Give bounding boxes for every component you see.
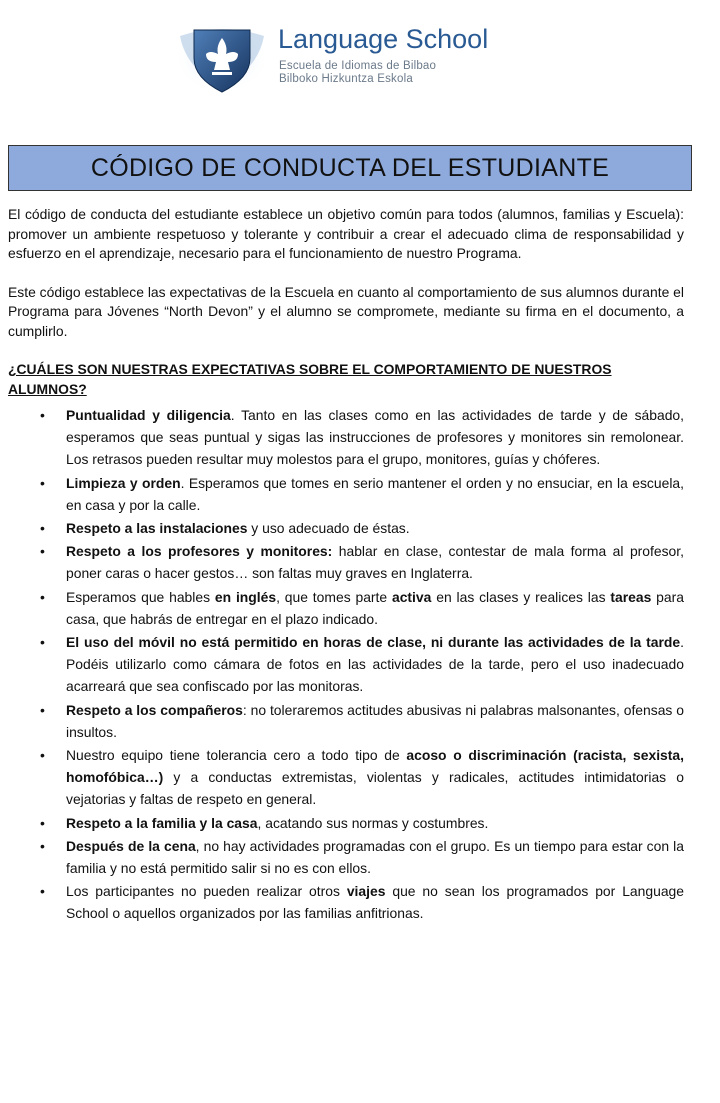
- logo-subtitle-2: Bilboko Hizkuntza Eskola: [279, 73, 413, 85]
- section-heading: ¿CUÁLES SON NUESTRAS EXPECTATIVAS SOBRE EL COMPORTAMIENTO DE NUESTROS ALUMNOS?: [8, 361, 612, 397]
- fleur-de-lis-shield-icon: [172, 18, 272, 96]
- list-item: • Después de la cena, no hay actividades programadas con el grupo. Es un tiempo para estar con la familia y no está permitido salir si no es con ellos.: [8, 835, 684, 879]
- rules-list: [8, 404, 684, 925]
- list-item: • Nuestro equipo tiene tolerancia cero a todo tipo de acoso o discriminación (racista, sexista, homofóbica…) y a conductas extremistas, violentas y radicales, actitudes intimidatorias o vejatorias y faltas de respeto en general.: [8, 744, 684, 811]
- bullet-icon: •: [40, 407, 45, 423]
- logo: [172, 18, 502, 96]
- list-item: • Respeto a la familia y la casa, acatando sus normas y costumbres.: [8, 812, 684, 834]
- document-body: [8, 205, 684, 926]
- list-item: • Los participantes no pueden realizar otros viajes que no sean los programados por Language School o aquellos organizados por las familias anfitrionas.: [8, 880, 684, 924]
- list-item: • Puntualidad y diligencia. Tanto en las clases como en las actividades de tarde y de sábado, esperamos que seas puntual y sigas las instrucciones de profesores y monitores sin remolonear. Los retrasos pueden resultar muy molestos para el grupo, monitores, guías y chóferes.: [8, 404, 684, 471]
- list-item: • Limpieza y orden. Esperamos que tomes en serio mantener el orden y no ensuciar, en la escuela, en casa y por la calle.: [8, 472, 684, 516]
- page-title: CÓDIGO DE CONDUCTA DEL ESTUDIANTE: [90, 153, 610, 182]
- list-item: • Esperamos que hables en inglés, que tomes parte activa en las clases y realices las tareas para casa, que habrás de entregar en el plazo indicado.: [8, 586, 684, 630]
- intro-paragraph-2: Este código establece las expectativas de la Escuela en cuanto al comportamiento de sus alumnos durante el Programa para Jóvenes “North Devon” y el alumno se compromete, mediante su firma en el documento, a cumplirlo.: [8, 283, 684, 339]
- logo-subtitle-1: Escuela de Idiomas de Bilbao: [279, 60, 437, 72]
- list-item: • Respeto a los profesores y monitores: hablar en clase, contestar de mala forma al profesor, poner caras o hacer gestos… son faltas muy graves en Inglaterra.: [8, 540, 684, 584]
- title-banner: [8, 145, 692, 191]
- intro-paragraph-1: El código de conducta del estudiante establece un objetivo común para todos (alumnos, familias y Escuela): promover un ambiente respetuoso y tolerante y contribuir a crear el adecuado clima de responsabilidad y esfuerzo en el aprendizaje, necesario para el funcionamiento de nuestro Programa.: [8, 206, 684, 261]
- bullet-icon: •: [40, 543, 45, 560]
- list-item: • El uso del móvil no está permitido en horas de clase, ni durante las actividades de la tarde. Podéis utilizarlo como cámara de fotos en las actividades de la tarde, pero el uso inadecuado acarreará que sea confiscado por las monitoras.: [8, 631, 684, 698]
- list-item: • Respeto a las instalaciones y uso adecuado de éstas.: [8, 517, 684, 539]
- bullet-icon: •: [40, 474, 45, 491]
- bullet-icon: •: [40, 883, 45, 900]
- bullet-icon: •: [40, 701, 45, 718]
- list-item: • Respeto a los compañeros: no toleraremos actitudes abusivas ni palabras malsonantes, ofensas o insultos.: [8, 699, 684, 743]
- bullet-icon: •: [40, 588, 45, 605]
- bullet-icon: •: [40, 520, 45, 537]
- logo-name: Language School: [278, 24, 489, 54]
- bullet-icon: •: [40, 747, 45, 764]
- bullet-icon: •: [40, 814, 45, 831]
- bullet-icon: •: [40, 634, 45, 651]
- bullet-icon: •: [40, 837, 45, 854]
